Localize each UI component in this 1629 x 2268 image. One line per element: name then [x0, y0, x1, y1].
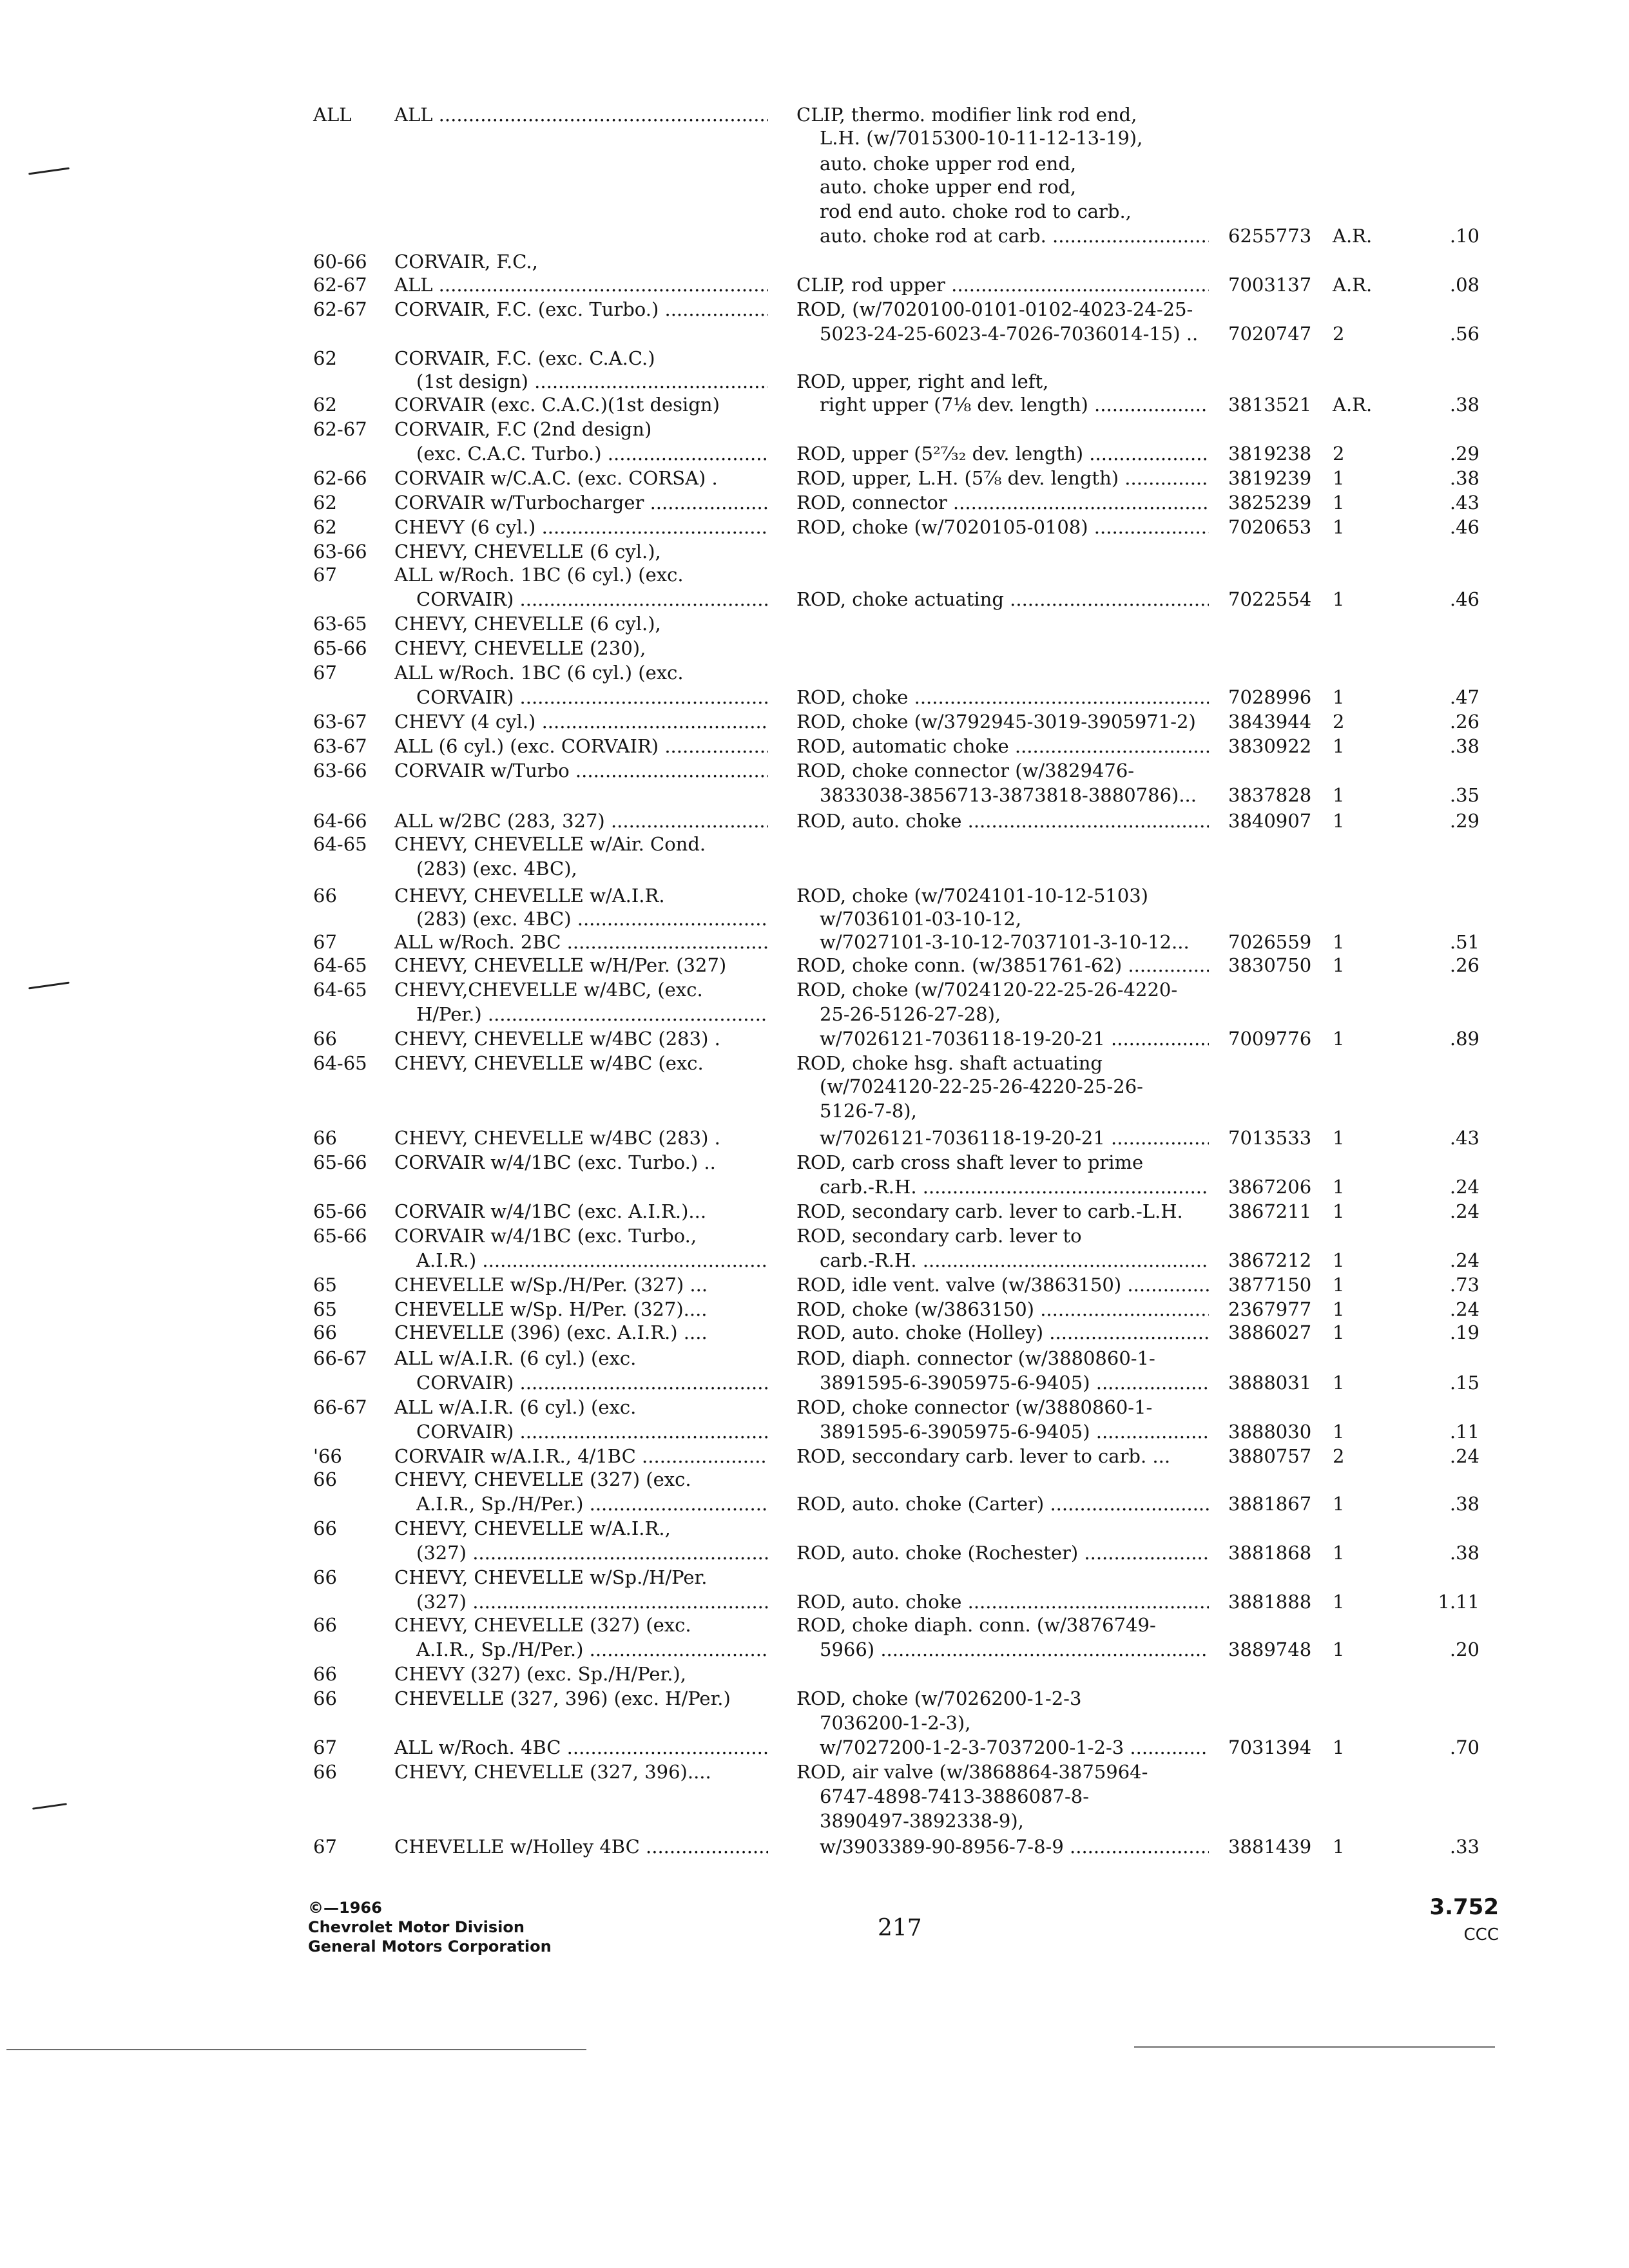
part-description: ROD, auto. choke (Holley) ..... — [796, 1321, 1209, 1344]
model-year: 65-66 — [313, 1151, 367, 1173]
part-number: 3889748 — [1228, 1639, 1312, 1660]
model-year: 63-66 — [313, 760, 367, 782]
quantity: 1 — [1333, 1493, 1345, 1515]
quantity: 1 — [1333, 1200, 1345, 1222]
model-year: 62 — [313, 516, 337, 538]
part-description: ROD, choke (w/7024101-10-12-5103) — [796, 885, 1148, 907]
quantity: A.R. — [1333, 274, 1373, 296]
application: ALL w/2BC (283, 327) ..... — [394, 809, 768, 832]
quantity: 1 — [1333, 467, 1345, 489]
model-year: 66 — [313, 1517, 337, 1539]
model-year: 64-65 — [313, 1052, 367, 1074]
model-year: 62 — [313, 347, 337, 369]
model-year: 66 — [313, 1687, 337, 1709]
part-description: 25-26-5126-27-28), — [820, 1003, 1001, 1025]
list-price: .08 — [1449, 274, 1480, 296]
list-price: .89 — [1449, 1028, 1480, 1050]
application: CORVAIR w/Turbo ..... — [394, 759, 768, 782]
model-year: 67 — [313, 931, 337, 953]
application: (exc. C.A.C. Turbo.) ..... — [416, 442, 768, 465]
model-year: 66 — [313, 1127, 337, 1149]
part-description: 5126-7-8), — [820, 1100, 917, 1122]
model-year: 67 — [313, 662, 337, 684]
section-number: 3.752 — [1429, 1894, 1499, 1920]
quantity: 1 — [1333, 1127, 1345, 1149]
part-description: auto. choke upper rod end, — [820, 153, 1077, 175]
section-code: CCC — [1463, 1925, 1499, 1945]
part-description: ROD, secondary carb. lever to carb.-L.H. — [796, 1200, 1183, 1222]
part-description: w/7026121-7036118-19-20-21 ..... — [820, 1027, 1209, 1050]
list-price: .43 — [1449, 1127, 1480, 1149]
part-description: ROD, choke (w/7024120-22-25-26-4220- — [796, 979, 1178, 1001]
part-number: 3877150 — [1228, 1274, 1312, 1296]
quantity: A.R. — [1333, 394, 1373, 416]
model-year: 63-67 — [313, 711, 367, 733]
application: CORVAIR, F.C. (exc. Turbo.) ..... — [394, 298, 768, 321]
model-year: 66 — [313, 885, 337, 907]
list-price: .56 — [1449, 323, 1480, 345]
quantity: 1 — [1333, 1028, 1345, 1050]
application: CHEVY, CHEVELLE (6 cyl.), — [394, 613, 661, 635]
application: A.I.R., Sp./H/Per.) ..... — [416, 1492, 768, 1515]
quantity: 1 — [1333, 516, 1345, 538]
application: CORVAIR w/4/1BC (exc. A.I.R.)... — [394, 1200, 707, 1222]
model-year: 62-67 — [313, 418, 367, 440]
list-price: .33 — [1449, 1836, 1480, 1858]
model-year: 62-67 — [313, 298, 367, 320]
quantity: 1 — [1333, 1372, 1345, 1394]
model-year: 65-66 — [313, 1200, 367, 1222]
application: CORVAIR) ..... — [416, 1420, 768, 1443]
part-number: 3825239 — [1228, 492, 1312, 514]
part-description: 5023-24-25-6023-4-7026-7036014-15) .. — [820, 323, 1199, 345]
page-number: 217 — [878, 1915, 922, 1941]
corporation-name: General Motors Corporation — [308, 1937, 552, 1956]
part-description: right upper (7⅛ dev. length) ..... — [820, 393, 1209, 416]
list-price: .38 — [1449, 735, 1480, 757]
part-description: CLIP, thermo. modifier link rod end, — [796, 104, 1137, 126]
part-description: rod end auto. choke rod to carb., — [820, 200, 1132, 222]
quantity: 2 — [1333, 1445, 1345, 1467]
application: CHEVY, CHEVELLE w/4BC (283) . — [394, 1028, 720, 1050]
part-description: ROD, (w/7020100-0101-0102-4023-24-25- — [796, 298, 1193, 320]
application: ALL w/A.I.R. (6 cyl.) (exc. — [394, 1347, 637, 1369]
application: CHEVY, CHEVELLE w/H/Per. (327) — [394, 954, 727, 976]
part-description: ROD, choke (w/7026200-1-2-3 — [796, 1687, 1082, 1709]
application: (327) ..... — [416, 1541, 768, 1564]
application: CORVAIR (exc. C.A.C.)(1st design) — [394, 394, 720, 416]
part-number: 3888030 — [1228, 1421, 1312, 1443]
part-description: CLIP, rod upper ..... — [796, 273, 1209, 296]
model-year: ALL — [313, 104, 352, 126]
application: CHEVY, CHEVELLE w/A.I.R. — [394, 885, 665, 907]
part-number: 7020747 — [1228, 323, 1312, 345]
part-description: ROD, seccondary carb. lever to carb. ... — [796, 1445, 1171, 1467]
part-description: ROD, auto. choke (Carter) ..... — [796, 1492, 1209, 1515]
quantity: 1 — [1333, 588, 1345, 610]
application: ALL w/Roch. 4BC ..... — [394, 1736, 768, 1759]
application: ALL ..... — [394, 273, 768, 296]
quantity: 1 — [1333, 1176, 1345, 1198]
division-name: Chevrolet Motor Division — [308, 1918, 525, 1936]
application: CORVAIR w/A.I.R., 4/1BC ..... — [394, 1445, 768, 1468]
part-number: 3881888 — [1228, 1591, 1312, 1613]
application: CORVAIR, F.C., — [394, 251, 538, 273]
part-number: 3886027 — [1228, 1321, 1312, 1343]
quantity: 1 — [1333, 1421, 1345, 1443]
part-description: ROD, auto. choke ..... — [796, 1590, 1209, 1613]
list-price: .38 — [1449, 1493, 1480, 1515]
application: CORVAIR, F.C. (exc. C.A.C.) — [394, 347, 655, 369]
application: CORVAIR w/4/1BC (exc. Turbo., — [394, 1225, 697, 1247]
part-description: 3891595-6-3905975-6-9405) ..... — [820, 1420, 1209, 1443]
application: CHEVY, CHEVELLE (327, 396).... — [394, 1761, 711, 1783]
application: ALL w/Roch. 1BC (6 cyl.) (exc. — [394, 662, 684, 684]
application: ALL w/Roch. 2BC ..... — [394, 930, 768, 954]
application: A.I.R., Sp./H/Per.) ..... — [416, 1638, 768, 1661]
application: H/Per.) ..... — [416, 1003, 768, 1026]
part-description: ROD, choke actuating ..... — [796, 588, 1209, 611]
part-description: ROD, choke hsg. shaft actuating — [796, 1052, 1103, 1074]
part-number: 3888031 — [1228, 1372, 1312, 1394]
quantity: 1 — [1333, 810, 1345, 832]
list-price: .15 — [1449, 1372, 1480, 1394]
part-number: 7009776 — [1228, 1028, 1312, 1050]
application: CHEVY, CHEVELLE w/A.I.R., — [394, 1517, 671, 1539]
application: CORVAIR) ..... — [416, 1371, 768, 1394]
quantity: 1 — [1333, 1736, 1345, 1758]
part-number: 3843944 — [1228, 711, 1312, 733]
part-description: ROD, upper, L.H. (5⅞ dev. length) ..... — [796, 466, 1209, 490]
part-description: carb.-R.H. ..... — [820, 1249, 1209, 1272]
quantity: 2 — [1333, 323, 1345, 345]
model-year: 66 — [313, 1321, 337, 1343]
part-description: ROD, automatic choke ..... — [796, 735, 1209, 758]
quantity: 1 — [1333, 1542, 1345, 1564]
model-year: 62 — [313, 492, 337, 514]
application: CHEVY (4 cyl.) ..... — [394, 710, 768, 733]
part-number: 6255773 — [1228, 225, 1312, 247]
part-number: 3819238 — [1228, 443, 1312, 465]
list-price: .73 — [1449, 1274, 1480, 1296]
list-price: .10 — [1449, 225, 1480, 247]
part-description: ROD, upper (5²⁷⁄₃₂ dev. length) ..... — [796, 442, 1209, 465]
part-description: ROD, idle vent. valve (w/3863150) ..... — [796, 1273, 1209, 1296]
list-price: .24 — [1449, 1298, 1480, 1320]
part-description: ROD, connector ..... — [796, 491, 1209, 514]
list-price: .20 — [1449, 1639, 1480, 1660]
part-number: 7022554 — [1228, 588, 1312, 610]
part-number: 3830750 — [1228, 954, 1312, 976]
list-price: .46 — [1449, 516, 1480, 538]
part-description: ROD, choke conn. (w/3851761-62) ..... — [796, 954, 1209, 977]
application: CHEVELLE w/Holley 4BC ..... — [394, 1835, 768, 1858]
quantity: 1 — [1333, 1836, 1345, 1858]
model-year: 65 — [313, 1274, 337, 1296]
model-year: 64-65 — [313, 979, 367, 1001]
model-year: 65-66 — [313, 637, 367, 659]
list-price: 1.11 — [1438, 1591, 1480, 1613]
part-description: ROD, diaph. connector (w/3880860-1- — [796, 1347, 1155, 1369]
part-description: 5966) ..... — [820, 1638, 1209, 1661]
margin-mark — [32, 1803, 67, 1809]
application: CHEVY,CHEVELLE w/4BC, (exc. — [394, 979, 703, 1001]
application: CHEVY, CHEVELLE (327) (exc. — [394, 1468, 691, 1490]
application: CORVAIR w/Turbocharger ..... — [394, 491, 768, 514]
model-year: 66 — [313, 1468, 337, 1490]
quantity: 1 — [1333, 735, 1345, 757]
application: CHEVELLE (327, 396) (exc. H/Per.) — [394, 1687, 731, 1709]
part-description: w/7027200-1-2-3-7037200-1-2-3 ..... — [820, 1736, 1209, 1759]
part-description: ROD, carb cross shaft lever to prime — [796, 1151, 1144, 1173]
quantity: 1 — [1333, 1639, 1345, 1660]
application: CORVAIR, F.C (2nd design) — [394, 418, 652, 440]
list-price: .38 — [1449, 1542, 1480, 1564]
model-year: 67 — [313, 564, 337, 586]
part-description: (w/7024120-22-25-26-4220-25-26- — [820, 1075, 1143, 1097]
application: (327) ..... — [416, 1590, 768, 1613]
model-year: 62-67 — [313, 274, 367, 296]
model-year: 63-66 — [313, 541, 367, 562]
list-price: .29 — [1449, 810, 1480, 832]
application: CHEVY (6 cyl.) ..... — [394, 515, 768, 539]
list-price: .24 — [1449, 1176, 1480, 1198]
part-number: 3867206 — [1228, 1176, 1312, 1198]
application: CHEVY, CHEVELLE w/4BC (283) . — [394, 1127, 720, 1149]
list-price: .24 — [1449, 1445, 1480, 1467]
model-year: 65-66 — [313, 1225, 367, 1247]
part-number: 3813521 — [1228, 394, 1312, 416]
application: CORVAIR w/4/1BC (exc. Turbo.) .. — [394, 1151, 716, 1173]
part-number: 3881867 — [1228, 1493, 1312, 1515]
list-price: .70 — [1449, 1736, 1480, 1758]
list-price: .51 — [1449, 931, 1480, 953]
quantity: 1 — [1333, 1249, 1345, 1271]
model-year: 64-65 — [313, 833, 367, 855]
application: CHEVY, CHEVELLE w/4BC (exc. — [394, 1052, 704, 1074]
application: CORVAIR) ..... — [416, 686, 768, 709]
part-description: ROD, choke connector (w/3829476- — [796, 760, 1135, 782]
quantity: 2 — [1333, 443, 1345, 465]
model-year: 65 — [313, 1298, 337, 1320]
model-year: '66 — [313, 1445, 342, 1467]
list-price: .24 — [1449, 1249, 1480, 1271]
model-year: 66 — [313, 1663, 337, 1685]
model-year: 64-65 — [313, 954, 367, 976]
part-description: 3890497-3892338-9), — [820, 1810, 1024, 1832]
part-number: 3881439 — [1228, 1836, 1312, 1858]
part-description: ROD, choke diaph. conn. (w/3876749- — [796, 1614, 1156, 1636]
part-number: 7031394 — [1228, 1736, 1312, 1758]
part-description: ROD, choke (w/7020105-0108) ..... — [796, 515, 1209, 539]
copyright: ©—1966 — [308, 1899, 382, 1917]
part-number: 3881868 — [1228, 1542, 1312, 1564]
part-description: w/7027101-3-10-12-7037101-3-10-12... — [820, 931, 1190, 953]
part-description: ROD, choke connector (w/3880860-1- — [796, 1396, 1153, 1418]
part-description: L.H. (w/7015300-10-11-12-13-19), — [820, 127, 1143, 149]
application: CHEVY, CHEVELLE w/Sp./H/Per. — [394, 1566, 708, 1588]
application: CHEVELLE w/Sp. H/Per. (327).... — [394, 1298, 708, 1320]
margin-mark — [28, 982, 70, 990]
quantity: 1 — [1333, 954, 1345, 976]
model-year: 66 — [313, 1566, 337, 1588]
part-description: 7036200-1-2-3), — [820, 1712, 971, 1734]
part-description: w/3903389-90-8956-7-8-9 ..... — [820, 1835, 1209, 1858]
model-year: 66-67 — [313, 1347, 367, 1369]
part-description: ROD, upper, right and left, — [796, 370, 1049, 392]
list-price: .43 — [1449, 492, 1480, 514]
model-year: 64-66 — [313, 810, 367, 832]
list-price: .24 — [1449, 1200, 1480, 1222]
scan-line-right — [1134, 2046, 1495, 2048]
model-year: 67 — [313, 1836, 337, 1858]
quantity: 1 — [1333, 686, 1345, 708]
application: (1st design) ..... — [416, 370, 768, 393]
model-year: 60-66 — [313, 251, 367, 273]
application: ALL ..... — [394, 103, 768, 126]
part-number: 3840907 — [1228, 810, 1312, 832]
application: CHEVY (327) (exc. Sp./H/Per.), — [394, 1663, 686, 1685]
list-price: .26 — [1449, 711, 1480, 733]
margin-mark — [28, 168, 70, 175]
list-price: .35 — [1449, 784, 1480, 806]
scan-line-left — [6, 2049, 586, 2050]
part-number: 3837828 — [1228, 784, 1312, 806]
application: ALL (6 cyl.) (exc. CORVAIR) ..... — [394, 735, 768, 758]
model-year: 67 — [313, 1736, 337, 1758]
part-description: 3891595-6-3905975-6-9405) ..... — [820, 1371, 1209, 1394]
application: ALL w/Roch. 1BC (6 cyl.) (exc. — [394, 564, 684, 586]
application: CHEVY, CHEVELLE (230), — [394, 637, 646, 659]
model-year: 66 — [313, 1761, 337, 1783]
part-description: 6747-4898-7413-3886087-8- — [820, 1785, 1090, 1807]
part-number: 3819239 — [1228, 467, 1312, 489]
part-description: ROD, auto. choke (Rochester) ..... — [796, 1541, 1209, 1564]
model-year: 63-67 — [313, 735, 367, 757]
model-year: 62-66 — [313, 467, 367, 489]
model-year: 66 — [313, 1614, 337, 1636]
part-number: 3867211 — [1228, 1200, 1312, 1222]
part-description: auto. choke rod at carb. ..... — [820, 224, 1209, 247]
application: CORVAIR w/C.A.C. (exc. CORSA) . — [394, 467, 718, 489]
part-number: 3880757 — [1228, 1445, 1312, 1467]
list-price: .38 — [1449, 467, 1480, 489]
quantity: 2 — [1333, 711, 1345, 733]
list-price: .26 — [1449, 954, 1480, 976]
list-price: .46 — [1449, 588, 1480, 610]
part-description: carb.-R.H. ..... — [820, 1175, 1209, 1198]
model-year: 63-65 — [313, 613, 367, 635]
list-price: .47 — [1449, 686, 1480, 708]
model-year: 66 — [313, 1028, 337, 1050]
quantity: 1 — [1333, 1298, 1345, 1320]
part-description: ROD, choke (w/3792945-3019-3905971-2) — [796, 711, 1196, 733]
part-description: auto. choke upper end rod, — [820, 176, 1077, 198]
quantity: 1 — [1333, 931, 1345, 953]
application: CHEVY, CHEVELLE (327) (exc. — [394, 1614, 691, 1636]
part-description: ROD, choke ..... — [796, 686, 1209, 709]
part-description: ROD, secondary carb. lever to — [796, 1225, 1082, 1247]
model-year: 66-67 — [313, 1396, 367, 1418]
quantity: 1 — [1333, 784, 1345, 806]
application: CHEVY, CHEVELLE w/Air. Cond. — [394, 833, 706, 855]
application: CORVAIR) ..... — [416, 588, 768, 611]
part-description: ROD, choke (w/3863150) ..... — [796, 1298, 1209, 1321]
model-year: 62 — [313, 394, 337, 416]
application: (283) (exc. 4BC) ..... — [416, 907, 768, 930]
quantity: 1 — [1333, 1321, 1345, 1343]
quantity: A.R. — [1333, 225, 1373, 247]
part-number: 2367977 — [1228, 1298, 1312, 1320]
footer-publisher — [308, 1898, 552, 1956]
quantity: 1 — [1333, 1274, 1345, 1296]
part-description: w/7026121-7036118-19-20-21 ..... — [820, 1126, 1209, 1149]
quantity: 1 — [1333, 492, 1345, 514]
list-price: .19 — [1449, 1321, 1480, 1343]
part-description: 3833038-3856713-3873818-3880786)... — [820, 784, 1197, 806]
quantity: 1 — [1333, 1591, 1345, 1613]
part-description: ROD, air valve (w/3868864-3875964- — [796, 1761, 1148, 1783]
list-price: .11 — [1449, 1421, 1480, 1443]
part-description: ROD, auto. choke ..... — [796, 809, 1209, 832]
part-number: 3830922 — [1228, 735, 1312, 757]
application: (283) (exc. 4BC), — [416, 858, 577, 879]
part-number: 7020653 — [1228, 516, 1312, 538]
application: A.I.R.) ..... — [416, 1249, 768, 1272]
part-number: 3867212 — [1228, 1249, 1312, 1271]
part-number: 7003137 — [1228, 274, 1312, 296]
part-number: 7026559 — [1228, 931, 1312, 953]
list-price: .29 — [1449, 443, 1480, 465]
application: CHEVY, CHEVELLE (6 cyl.), — [394, 541, 661, 562]
part-number: 7028996 — [1228, 686, 1312, 708]
part-description: w/7036101-03-10-12, — [820, 908, 1022, 930]
application: CHEVELLE w/Sp./H/Per. (327) ... — [394, 1274, 708, 1296]
application: CHEVELLE (396) (exc. A.I.R.) .... — [394, 1321, 708, 1343]
application: ALL w/A.I.R. (6 cyl.) (exc. — [394, 1396, 637, 1418]
list-price: .38 — [1449, 394, 1480, 416]
part-number: 7013533 — [1228, 1127, 1312, 1149]
